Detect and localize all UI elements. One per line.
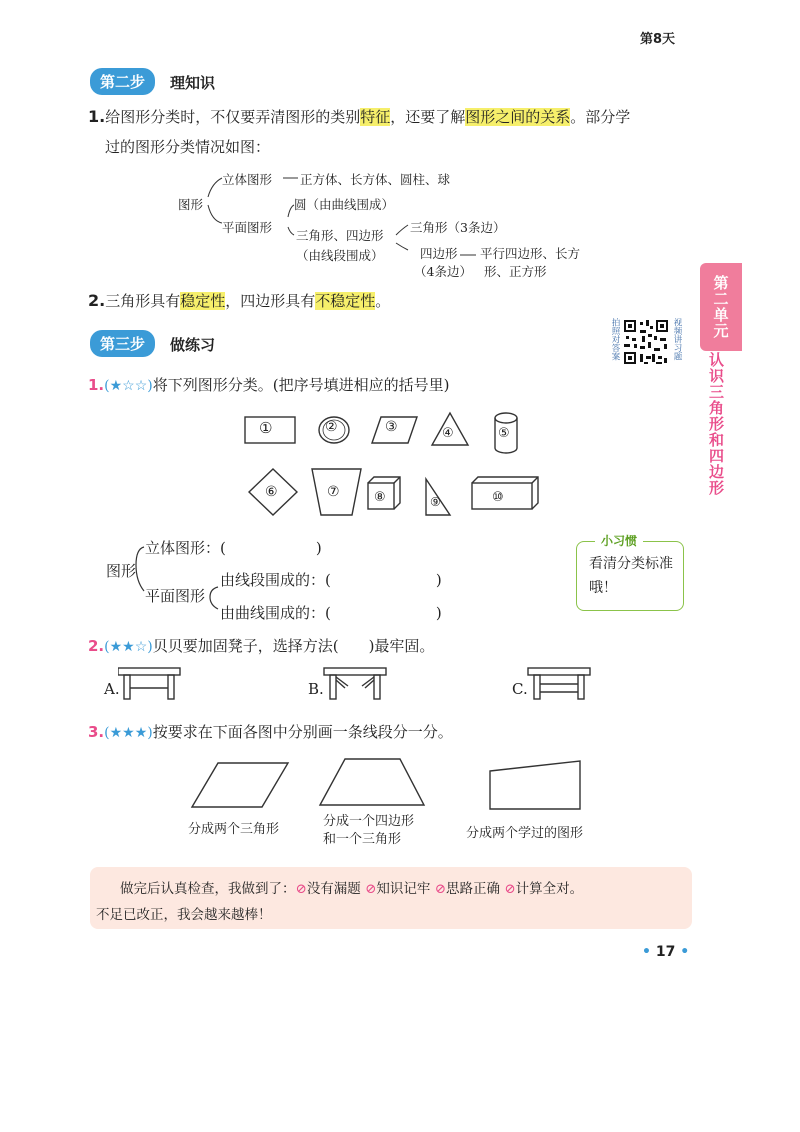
shape-label-6: ⑥ bbox=[265, 484, 278, 500]
shape-label-8: ⑧ bbox=[374, 490, 386, 505]
tree-quad-sub: （4条边） bbox=[414, 264, 472, 279]
q2-option-c[interactable]: C. bbox=[512, 680, 528, 698]
step3-title: 做练习 bbox=[170, 336, 216, 354]
check-box bbox=[90, 867, 692, 929]
habit-title: 小习惯 bbox=[595, 532, 643, 549]
qr-right-text: 视频讲习题 bbox=[672, 318, 682, 361]
q2-prompt: 2.(★★☆)贝贝要加固凳子，选择方法( )最牢固。 bbox=[88, 637, 435, 655]
unit-tab[interactable]: 第二单元 bbox=[700, 263, 742, 351]
shape-label-1: ① bbox=[259, 419, 273, 437]
q1-prompt: 1.(★☆☆)将下列图形分类。(把序号填进相应的括号里) bbox=[88, 376, 450, 394]
q2-option-b[interactable]: B. bbox=[308, 680, 324, 698]
q3-caption-2a: 分成一个四边形 bbox=[323, 814, 415, 829]
tree-solid: 立体图形 bbox=[222, 172, 273, 187]
q1-shape-drawing bbox=[240, 405, 560, 525]
shape-label-9: ⑨ bbox=[430, 495, 441, 509]
shape-label-7: ⑦ bbox=[327, 484, 340, 500]
q3-quadrilateral bbox=[490, 761, 580, 809]
tree-circle: 圆（由曲线围成） bbox=[294, 197, 395, 212]
page-number: • 17 • bbox=[642, 944, 690, 960]
q1-tree-line[interactable]: 由线段围成的：( ) bbox=[220, 571, 442, 589]
shape-label-5: ⑤ bbox=[498, 426, 510, 441]
knowledge-p2: 2.三角形具有稳定性，四边形具有不稳定性。 bbox=[88, 291, 391, 310]
q1-tree-plane: 平面图形 bbox=[145, 587, 206, 605]
knowledge-p1-line2: 过的图形分类情况如图： bbox=[105, 138, 271, 156]
unit-title: 认识三角形和四边形 bbox=[707, 352, 725, 496]
tree-tri-quad: 三角形、四边形 bbox=[296, 228, 384, 243]
step3-badge: 第三步 bbox=[90, 330, 155, 357]
tree-quad: 四边形 bbox=[420, 246, 458, 261]
qr-left-text: 拍照对答案 bbox=[610, 318, 620, 361]
step2-badge: 第二步 bbox=[90, 68, 155, 95]
q1-tree-root: 图形 bbox=[106, 562, 137, 580]
tree-root: 图形 bbox=[178, 197, 204, 212]
tree-solid-list: 正方体、长方体、圆柱、球 bbox=[300, 172, 451, 187]
q3-caption-3: 分成两个学过的图形 bbox=[466, 826, 584, 841]
q3-caption-2b: 和一个三角形 bbox=[323, 832, 402, 847]
shape-cylinder bbox=[495, 413, 517, 423]
check-icon[interactable]: ⊘ bbox=[365, 881, 377, 897]
check-icon[interactable]: ⊘ bbox=[434, 881, 447, 897]
q2-stools bbox=[118, 664, 598, 704]
tree-quad-list: 平行四边形、长方 bbox=[480, 246, 581, 261]
stool-b bbox=[324, 668, 386, 699]
q2-option-a[interactable]: A. bbox=[104, 680, 120, 698]
q1-tree-curve[interactable]: 由曲线围成的：( ) bbox=[220, 604, 442, 622]
step2-title: 理知识 bbox=[170, 74, 216, 92]
tree-triangle: 三角形（3条边） bbox=[410, 220, 506, 235]
habit-note bbox=[576, 534, 684, 611]
stool-a bbox=[118, 668, 180, 699]
q3-prompt: 3.(★★★)按要求在下面各图中分别画一条线段分一分。 bbox=[88, 723, 453, 741]
check-icon[interactable]: ⊘ bbox=[504, 881, 516, 897]
tree-plane: 平面图形 bbox=[222, 220, 273, 235]
knowledge-p1: 1.给图形分类时，不仅要弄清图形的类别特征，还要了解图形之间的关系。部分学 bbox=[88, 107, 631, 126]
habit-text: 看清分类标准哦！ bbox=[589, 556, 673, 596]
q3-parallelogram bbox=[192, 763, 288, 807]
shape-label-4: ④ bbox=[442, 426, 454, 441]
tree-quad-list2: 形、正方形 bbox=[484, 264, 547, 279]
shape-label-10: ⑩ bbox=[492, 490, 504, 505]
q1-tree-solid[interactable]: 立体图形：( ) bbox=[145, 539, 322, 557]
shape-label-2: ② bbox=[325, 419, 338, 435]
check-line2: 不足已改正，我会越来越棒！ bbox=[96, 907, 272, 923]
qr-code-icon[interactable] bbox=[622, 318, 670, 366]
stool-c bbox=[528, 668, 590, 699]
q3-trapezoid bbox=[320, 759, 424, 805]
q3-caption-1: 分成两个三角形 bbox=[188, 822, 280, 837]
check-line1: 做完后认真检查，我做到了：⊘没有漏题 ⊘知识记牢 ⊘思路正确 ⊘计算全对。 bbox=[120, 881, 584, 897]
day-label: 第8天 bbox=[640, 32, 676, 47]
check-icon[interactable]: ⊘ bbox=[295, 881, 307, 897]
shape-label-3: ③ bbox=[385, 419, 398, 435]
q3-figures bbox=[190, 755, 590, 815]
tree-line-closed: （由线段围成） bbox=[296, 248, 384, 263]
